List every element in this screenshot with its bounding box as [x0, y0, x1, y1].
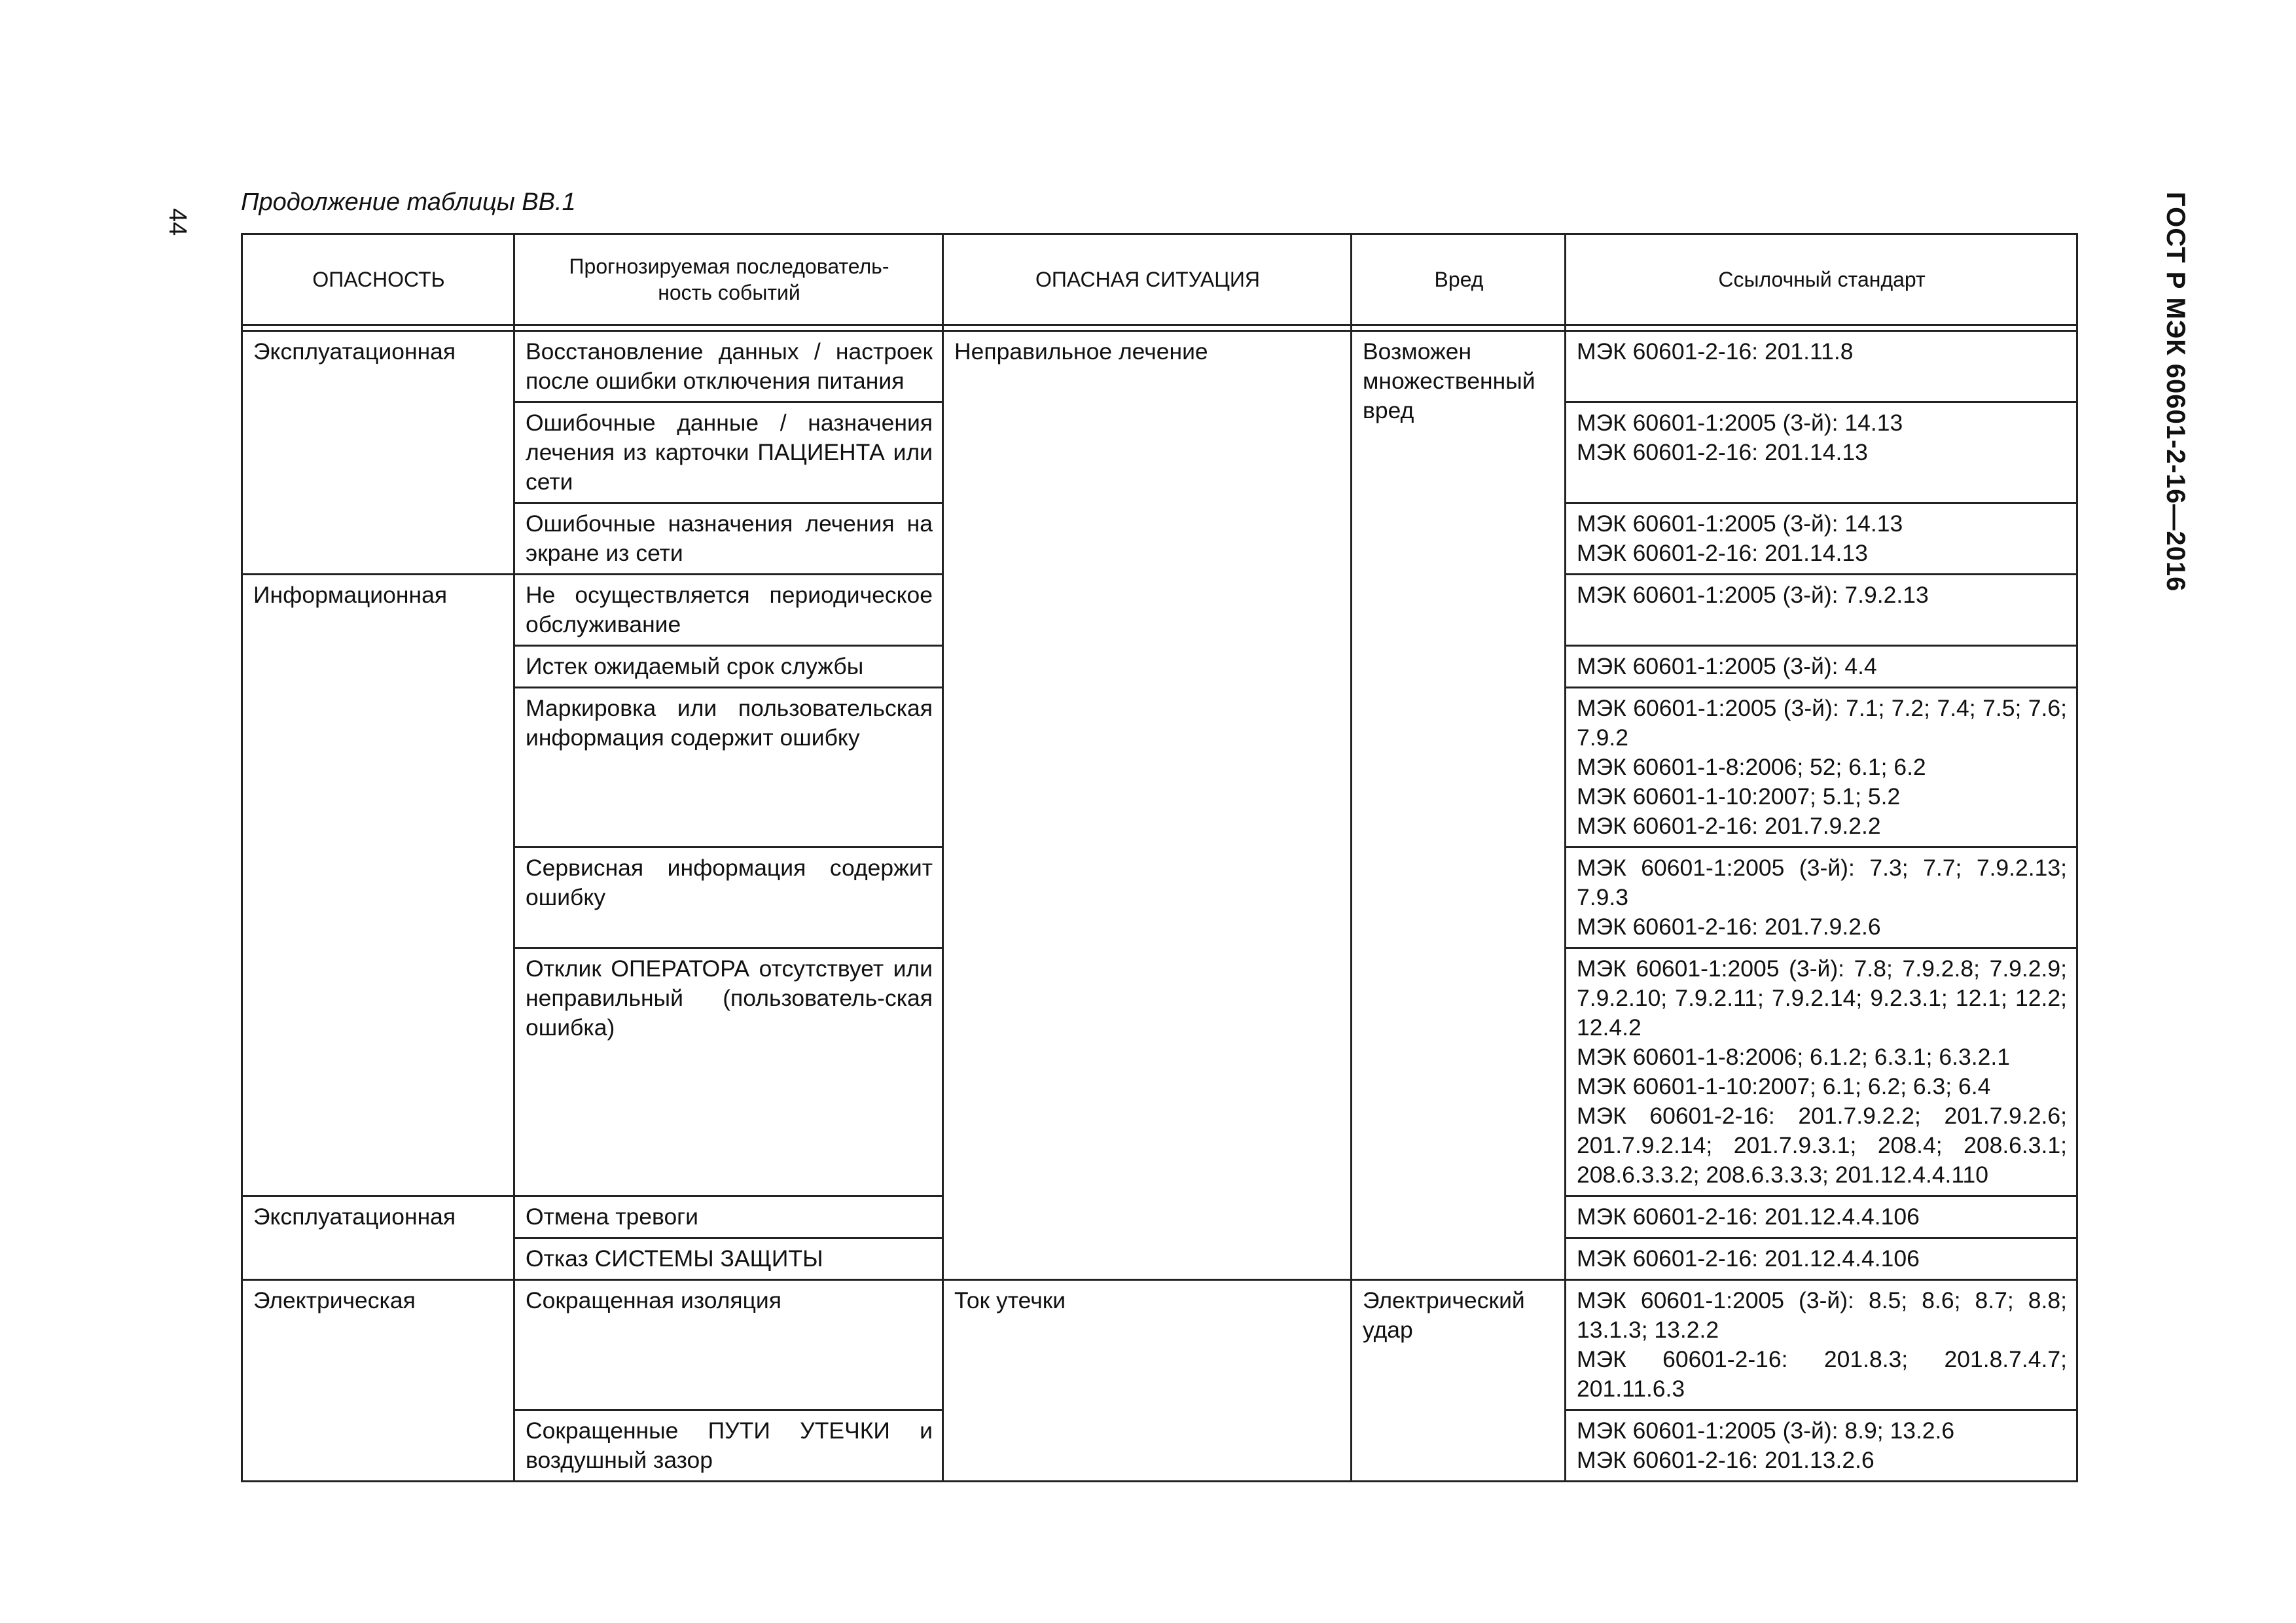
hazard-cell: Эксплуатационная [242, 331, 514, 575]
reference-line: МЭК 60601-1:2005 (3-й): 7.9.2.13 [1577, 582, 1929, 608]
reference-cell [1566, 688, 2077, 847]
harm-cell: Электрический удар [1352, 1280, 1566, 1482]
harm-cell: Возможен множественный вред [1352, 331, 1566, 1280]
sequence-cell: Отклик ОПЕРАТОРА отсутствует или неправильный (пользователь-ская ошибка) [514, 948, 943, 1196]
reference-cell [1566, 402, 2077, 503]
reference-line: МЭК 60601-2-16: 201.12.4.4.106 [1577, 1245, 1920, 1272]
sequence-cell: Отказ СИСТЕМЫ ЗАЩИТЫ [514, 1238, 943, 1280]
sequence-cell: Ошибочные данные / назначения лечения из карточки ПАЦИЕНТА или сети [514, 402, 943, 503]
reference-line: МЭК 60601-1:2005 (3-й): 7.3; 7.7; 7.9.2.13; 7.9.3 [1577, 855, 2067, 910]
reference-line: МЭК 60601-1:2005 (3-й): 4.4 [1577, 653, 1877, 679]
reference-line: МЭК 60601-2-16: 201.7.9.2.2; 201.7.9.2.6; 201.7.9.2.14; 201.7.9.3.1; 208.4; 208.6.3.1; 208.6.3.3.2; 208.6.3.3.3; 201.12.4.4.110 [1577, 1103, 2067, 1188]
reference-line: МЭК 60601-2-16: 201.11.8 [1577, 338, 1854, 365]
header-sequence: Прогнозируемая последователь- ность событий [514, 234, 943, 325]
sequence-cell: Сервисная информация содержит ошибку [514, 847, 943, 948]
reference-line: МЭК 60601-1:2005 (3-й): 7.8; 7.9.2.8; 7.9.2.9; 7.9.2.10; 7.9.2.11; 7.9.2.14; 9.2.3.1; 12.1; 12.2; 12.4.2 [1577, 955, 2067, 1041]
situation-cell: Ток утечки [943, 1280, 1352, 1482]
header-situation: ОПАСНАЯ СИТУАЦИЯ [943, 234, 1352, 325]
sequence-cell: Восстановление данных / настроек после ошибки отключения питания [514, 331, 943, 402]
reference-line: МЭК 60601-1:2005 (3-й): 7.1; 7.2; 7.4; 7.5; 7.6; 7.9.2 [1577, 695, 2067, 751]
hazard-cell: Эксплуатационная [242, 1196, 514, 1280]
reference-line: МЭК 60601-2-16: 201.14.13 [1577, 439, 1868, 465]
reference-cell [1566, 1410, 2077, 1482]
reference-line: МЭК 60601-1-10:2007; 6.1; 6.2; 6.3; 6.4 [1577, 1073, 1991, 1099]
reference-line: МЭК 60601-2-16: 201.7.9.2.6 [1577, 914, 1881, 940]
reference-cell [1566, 646, 2077, 688]
reference-cell [1566, 948, 2077, 1196]
reference-line: МЭК 60601-2-16: 201.14.13 [1577, 540, 1868, 566]
reference-cell [1566, 847, 2077, 948]
reference-cell [1566, 1196, 2077, 1238]
reference-line: МЭК 60601-1:2005 (3-й): 8.9; 13.2.6 [1577, 1418, 1955, 1444]
reference-line: МЭК 60601-1:2005 (3-й): 14.13 [1577, 410, 1903, 436]
table-header-row [242, 234, 2077, 325]
hazard-table [241, 233, 2078, 1482]
reference-line: МЭК 60601-1-10:2007; 5.1; 5.2 [1577, 783, 1901, 810]
reference-line: МЭК 60601-1-8:2006; 6.1.2; 6.3.1; 6.3.2.1 [1577, 1044, 2010, 1070]
header-separator [242, 325, 2077, 331]
reference-cell [1566, 575, 2077, 646]
reference-cell [1566, 331, 2077, 402]
header-reference: Ссылочный стандарт [1566, 234, 2077, 325]
header-harm: Вред [1352, 234, 1566, 325]
reference-line: МЭК 60601-2-16: 201.8.3; 201.8.7.4.7; 201.11.6.3 [1577, 1346, 2067, 1402]
document-code: ГОСТ Р МЭК 60601-2-16—2016 [2161, 192, 2190, 592]
table-caption: Продолжение таблицы ВВ.1 [241, 188, 576, 216]
reference-line: МЭК 60601-1-8:2006; 52; 6.1; 6.2 [1577, 754, 1926, 780]
table-row [242, 1280, 2077, 1410]
reference-cell [1566, 503, 2077, 575]
situation-cell: Неправильное лечение [943, 331, 1352, 1280]
sequence-cell: Маркировка или пользовательская информация содержит ошибку [514, 688, 943, 847]
sequence-cell: Ошибочные назначения лечения на экране из сети [514, 503, 943, 575]
table-row [242, 331, 2077, 402]
reference-cell [1566, 1238, 2077, 1280]
reference-line: МЭК 60601-2-16: 201.13.2.6 [1577, 1447, 1874, 1473]
reference-cell [1566, 1280, 2077, 1410]
hazard-cell: Информационная [242, 575, 514, 1196]
sequence-cell: Отмена тревоги [514, 1196, 943, 1238]
sequence-cell: Не осуществляется периодическое обслуживание [514, 575, 943, 646]
reference-line: МЭК 60601-2-16: 201.7.9.2.2 [1577, 813, 1881, 839]
hazard-cell: Электрическая [242, 1280, 514, 1482]
header-hazard: ОПАСНОСТЬ [242, 234, 514, 325]
reference-line: МЭК 60601-2-16: 201.12.4.4.106 [1577, 1204, 1920, 1230]
sequence-cell: Сокращенные ПУТИ УТЕЧКИ и воздушный зазор [514, 1410, 943, 1482]
reference-line: МЭК 60601-1:2005 (3-й): 14.13 [1577, 510, 1903, 537]
reference-line: МЭК 60601-1:2005 (3-й): 8.5; 8.6; 8.7; 8.8; 13.1.3; 13.2.2 [1577, 1287, 2067, 1343]
sequence-cell: Истек ожидаемый срок службы [514, 646, 943, 688]
page-number: 44 [164, 208, 191, 236]
sequence-cell: Сокращенная изоляция [514, 1280, 943, 1410]
